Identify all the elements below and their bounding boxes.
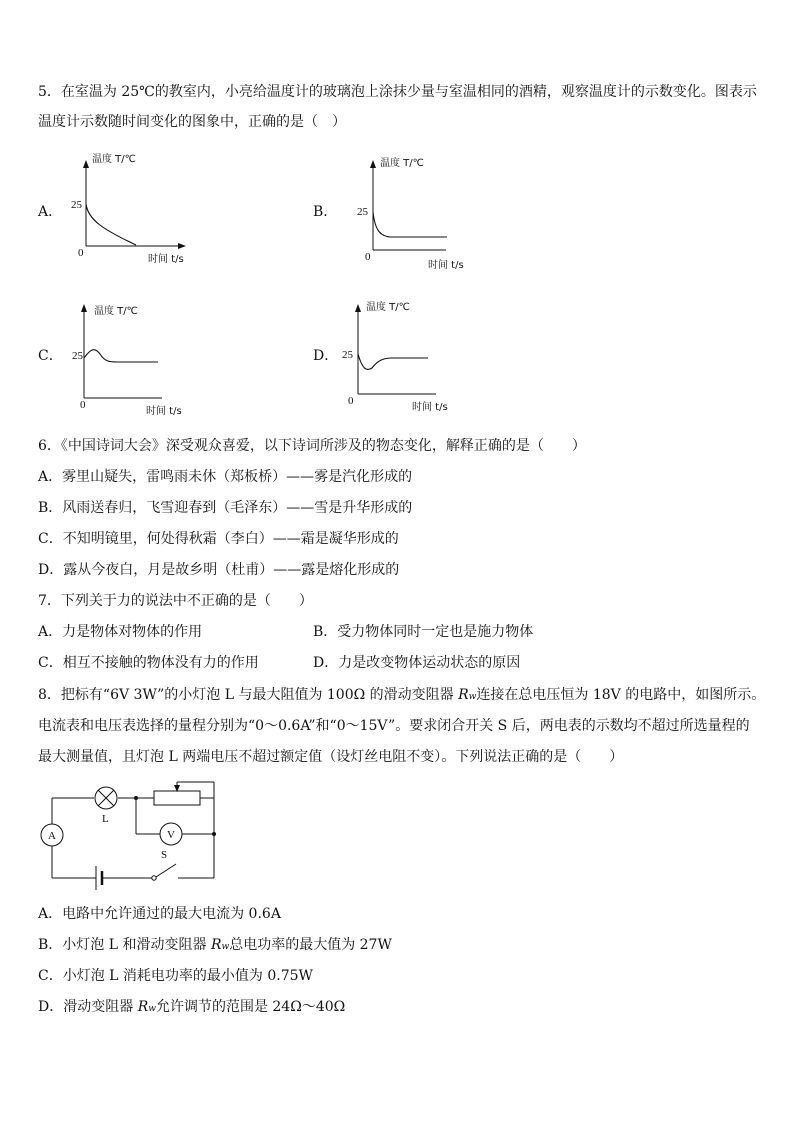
q5-option-a-label: A． (38, 204, 63, 220)
x-axis-label: 时间 t/s (428, 260, 464, 271)
q5-stem-line2: 温度计示数随时间变化的图象中，正确的是（ ） (38, 114, 346, 130)
tick-25: 25 (72, 350, 83, 362)
q8-stem-line1: 8．把标有“6V 3W”的小灯泡 L 与最大阻值为 100Ω 的滑动变阻器 Rw连接在总电压恒为 18V 的电路中，如图所示。 (38, 687, 766, 703)
svg-text:V: V (167, 829, 175, 841)
origin-label: 0 (348, 395, 354, 407)
svg-text:A: A (48, 830, 56, 842)
q7-option-b: B．受力物体同时一定也是施力物体 (313, 624, 534, 640)
q8-option-b: B．小灯泡 L 和滑动变阻器 Rw总电功率的最大值为 27W (38, 937, 392, 953)
x-axis-label: 时间 t/s (412, 402, 448, 413)
q5-stem-line1: 5．在室温为 25℃的教室内，小亮给温度计的玻璃泡上涂抹少量与室温相同的酒精，观察温度计的示数变化。图表示 (38, 84, 757, 100)
y-axis-label: 温度 T/℃ (92, 154, 136, 165)
origin-label: 0 (80, 399, 86, 411)
rw-symbol: Rw (458, 687, 477, 703)
q7-option-a: A．力是物体对物体的作用 (38, 624, 203, 640)
x-axis-label: 时间 t/s (146, 406, 182, 417)
ammeter (41, 824, 63, 846)
tick-25: 25 (357, 206, 368, 218)
q6-option-a: A．雾里山疑失，雷鸣雨未休（郑板桥）——雾是汽化形成的 (38, 469, 413, 485)
origin-label: 0 (78, 247, 84, 259)
tick-25: 25 (342, 349, 353, 361)
curve (358, 354, 428, 369)
origin-label: 0 (365, 251, 371, 263)
q5-graph-d (336, 296, 476, 426)
y-axis-arrow (83, 160, 89, 168)
x-axis-arrow (178, 243, 186, 249)
y-axis-label: 温度 T/℃ (380, 158, 424, 169)
curve (373, 212, 447, 237)
y-axis-label: 温度 T/℃ (94, 306, 138, 317)
rheostat (154, 782, 214, 805)
q8-stem-line3: 最大测量值，且灯泡 L 两端电压不超过额定值（设灯丝电阻不变）。下列说法正确的是（ ） (38, 749, 624, 765)
q6-stem: 6．《中国诗词大会》深受观众喜爱，以下诗词所涉及的物态变化，解释正确的是（ ） (38, 438, 586, 454)
tick-25: 25 (71, 199, 82, 211)
svg-text:L: L (102, 813, 109, 825)
lamp-l (95, 787, 117, 825)
switch-s (152, 849, 176, 880)
battery (96, 866, 102, 890)
q8-option-a: A．电路中允许通过的最大电流为 0.6A (38, 906, 281, 922)
q5-option-d-label: D． (313, 348, 339, 364)
q8-option-c: C．小灯泡 L 消耗电功率的最小值为 0.75W (38, 968, 313, 984)
curve (86, 204, 136, 245)
curve (84, 350, 158, 362)
y-axis-label: 温度 T/℃ (366, 302, 410, 313)
svg-text:S: S (161, 849, 168, 861)
q6-option-d: D．露从今夜白，月是故乡明（杜甫）——露是熔化形成的 (38, 562, 400, 578)
q7-option-d: D．力是改变物体运动状态的原因 (313, 655, 521, 671)
q7-option-c: C．相互不接触的物体没有力的作用 (38, 655, 259, 671)
q6-option-b: B．风雨送春归，飞雪迎春到（毛泽东）——雪是升华形成的 (38, 500, 413, 516)
q8-option-d: D．滑动变阻器 Rw允许调节的范围是 24Ω～40Ω (38, 999, 346, 1015)
q5-graph-c (62, 296, 202, 426)
voltmeter (160, 823, 182, 845)
q5-graph-a (64, 148, 204, 278)
x-axis-label: 时间 t/s (148, 254, 184, 265)
q5-option-b-label: B． (313, 204, 338, 220)
q7-stem: 7．下列关于力的说法中不正确的是（ ） (38, 593, 313, 609)
q6-option-c: C．不知明镜里，何处得秋霜（李白）——霜是凝华形成的 (38, 531, 399, 547)
q8-circuit-diagram (36, 778, 226, 894)
q5-option-c-label: C． (38, 348, 63, 364)
q8-stem-line2: 电流表和电压表选择的量程分别为“0～0.6A”和“0～15V”。要求闭合开关 S 后，两电表的示数均不超过所选量程的 (38, 718, 750, 734)
q5-graph-b (350, 150, 490, 280)
